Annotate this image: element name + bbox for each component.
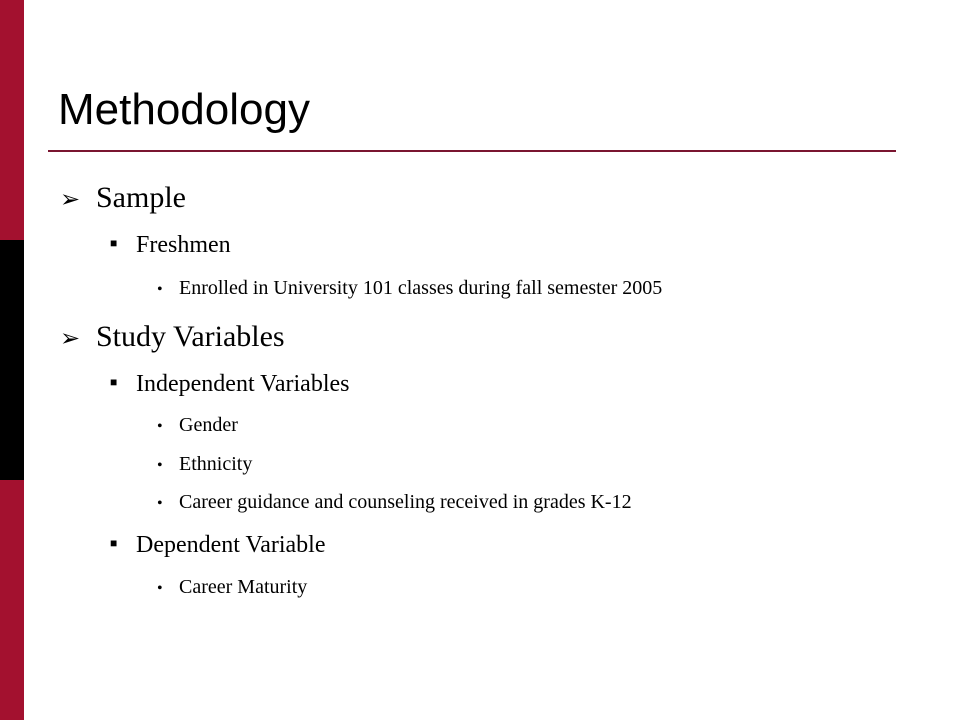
item-label: Dependent Variable: [136, 532, 326, 558]
list-subitem: [157, 453, 252, 476]
sidebar-accent-black: [0, 240, 24, 480]
subitem-text: Gender: [179, 414, 238, 436]
list-item: [110, 232, 231, 259]
title-divider: [48, 150, 896, 152]
subitem-text: Career Maturity: [179, 576, 308, 598]
list-subitem: [157, 576, 307, 599]
square-bullet-icon: ■: [110, 374, 118, 389]
subitem-text: Career guidance and counseling received in grades K-12: [179, 491, 632, 513]
arrow-bullet-icon: ➢: [60, 326, 81, 352]
list-subitem: [157, 277, 662, 300]
subitem-text: Ethnicity: [179, 453, 253, 475]
section-heading: Study Variables: [96, 320, 285, 353]
dot-bullet-icon: •: [157, 418, 163, 435]
arrow-bullet-icon: ➢: [60, 187, 81, 213]
item-label: Independent Variables: [136, 371, 350, 397]
section-study-variables: [60, 320, 285, 354]
item-label: Freshmen: [136, 232, 231, 258]
list-item: [110, 532, 325, 559]
section-heading: Sample: [96, 181, 186, 214]
square-bullet-icon: ■: [110, 235, 118, 250]
dot-bullet-icon: •: [157, 495, 163, 512]
section-sample: [60, 181, 186, 215]
dot-bullet-icon: •: [157, 281, 163, 298]
list-subitem: [157, 414, 238, 437]
dot-bullet-icon: •: [157, 457, 163, 474]
subitem-text: Enrolled in University 101 classes during fall semester 2005: [179, 277, 663, 299]
list-subitem: [157, 491, 632, 514]
dot-bullet-icon: •: [157, 580, 163, 597]
slide-title: Methodology: [58, 85, 310, 134]
list-item: [110, 371, 349, 398]
square-bullet-icon: ■: [110, 535, 118, 550]
